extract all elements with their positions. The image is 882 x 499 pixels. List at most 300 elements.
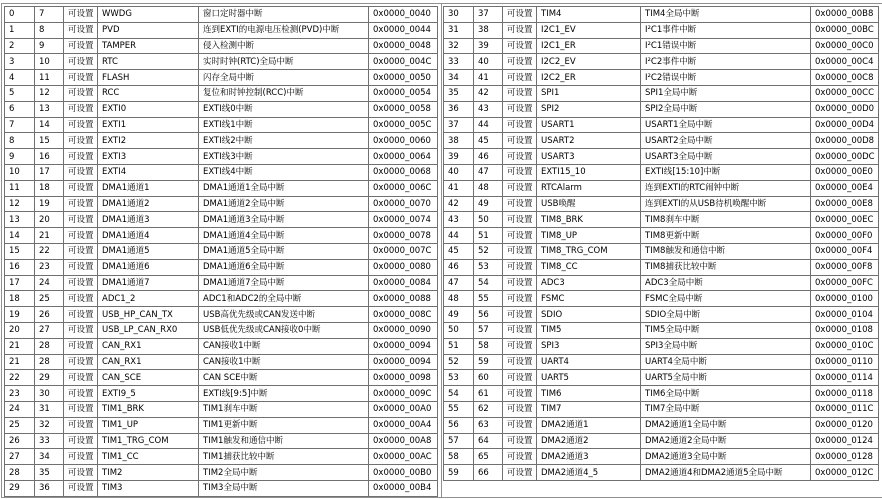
priority-cell: 20 [35, 212, 64, 228]
priority-type-cell: 可设置 [64, 149, 98, 165]
position-cell: 21 [5, 338, 35, 354]
description-cell: TIM8刹车中断 [641, 212, 811, 228]
address-cell: 0x0000_012C [811, 465, 879, 481]
name-cell: DMA1通道3 [98, 212, 199, 228]
position-cell: 20 [5, 322, 35, 338]
table-row [444, 449, 879, 465]
position-cell: 23 [5, 386, 35, 402]
description-cell: DMA1通道1全局中断 [199, 180, 369, 196]
position-cell: 32 [444, 38, 474, 54]
position-cell: 7 [5, 117, 35, 133]
name-cell: SPI3 [537, 338, 641, 354]
description-cell: 连到EXTI的RTC闹钟中断 [641, 180, 811, 196]
priority-type-cell: 可设置 [503, 228, 537, 244]
priority-cell: 60 [474, 370, 503, 386]
priority-cell: 7 [35, 7, 64, 23]
position-cell: 22 [5, 370, 35, 386]
address-cell: 0x0000_0054 [369, 85, 438, 101]
priority-cell: 49 [474, 196, 503, 212]
table-row [444, 101, 879, 117]
description-cell: 复位和时钟控制(RCC)中断 [199, 85, 369, 101]
table-row [5, 370, 438, 386]
address-cell: 0x0000_0064 [369, 149, 438, 165]
position-cell: 29 [5, 480, 35, 496]
table-row [444, 338, 879, 354]
priority-cell: 46 [474, 149, 503, 165]
position-cell: 39 [444, 149, 474, 165]
address-cell: 0x0000_004C [369, 54, 438, 70]
position-cell: 27 [5, 449, 35, 465]
priority-type-cell: 可设置 [503, 54, 537, 70]
table-row [444, 386, 879, 402]
priority-cell: 25 [35, 291, 64, 307]
priority-type-cell: 可设置 [503, 243, 537, 259]
name-cell: WWDG [98, 7, 199, 23]
position-cell: 4 [5, 70, 35, 86]
description-cell: ADC3全局中断 [641, 275, 811, 291]
name-cell: EXTI15_10 [537, 164, 641, 180]
priority-type-cell: 可设置 [64, 117, 98, 133]
description-cell: USART3全局中断 [641, 149, 811, 165]
priority-cell: 47 [474, 164, 503, 180]
position-cell: 46 [444, 259, 474, 275]
description-cell: TIM3全局中断 [199, 480, 369, 496]
priority-type-cell: 可设置 [64, 243, 98, 259]
position-cell: 43 [444, 212, 474, 228]
address-cell: 0x0000_00E0 [811, 164, 879, 180]
description-cell: DMA1通道5全局中断 [199, 243, 369, 259]
description-cell: CAN接收1中断 [199, 354, 369, 370]
priority-type-cell: 可设置 [503, 7, 537, 23]
priority-type-cell: 可设置 [64, 354, 98, 370]
priority-cell: 31 [35, 401, 64, 417]
vector-table-left [4, 6, 438, 497]
address-cell: 0x0000_00C0 [811, 38, 879, 54]
position-cell: 6 [5, 101, 35, 117]
address-cell: 0x0000_00D0 [811, 101, 879, 117]
priority-cell: 29 [35, 370, 64, 386]
priority-type-cell: 可设置 [64, 417, 98, 433]
priority-type-cell: 可设置 [64, 322, 98, 338]
table-row [444, 228, 879, 244]
name-cell: EXTI4 [98, 164, 199, 180]
priority-cell: 63 [474, 417, 503, 433]
priority-type-cell: 可设置 [64, 70, 98, 86]
priority-type-cell: 可设置 [503, 196, 537, 212]
vector-table-right [443, 6, 879, 481]
priority-type-cell: 可设置 [64, 338, 98, 354]
description-cell: USB高优先级或CAN发送中断 [199, 307, 369, 323]
table-row [5, 196, 438, 212]
position-cell: 47 [444, 275, 474, 291]
name-cell: TIM8_TRG_COM [537, 243, 641, 259]
priority-type-cell: 可设置 [64, 401, 98, 417]
description-cell: I²C2错误中断 [641, 70, 811, 86]
name-cell: CAN_RX1 [98, 354, 199, 370]
priority-type-cell: 可设置 [64, 307, 98, 323]
position-cell: 45 [444, 243, 474, 259]
name-cell: ADC1_2 [98, 291, 199, 307]
priority-cell: 41 [474, 70, 503, 86]
name-cell: USB_HP_CAN_TX [98, 307, 199, 323]
description-cell: 实时时钟(RTC)全局中断 [199, 54, 369, 70]
name-cell: TIM1_BRK [98, 401, 199, 417]
description-cell: USB低优先级或CAN接收0中断 [199, 322, 369, 338]
name-cell: DMA1通道4 [98, 228, 199, 244]
priority-cell: 43 [474, 101, 503, 117]
table-row [444, 22, 879, 38]
priority-cell: 28 [35, 338, 64, 354]
address-cell: 0x0000_008C [369, 307, 438, 323]
name-cell: EXTI3 [98, 149, 199, 165]
table-row [444, 212, 879, 228]
priority-type-cell: 可设置 [64, 180, 98, 196]
name-cell: USART3 [537, 149, 641, 165]
name-cell: EXTI1 [98, 117, 199, 133]
table-row [444, 275, 879, 291]
description-cell: 闪存全局中断 [199, 70, 369, 86]
priority-cell: 48 [474, 180, 503, 196]
priority-type-cell: 可设置 [503, 85, 537, 101]
description-cell: DMA2通道4和DMA2通道5全局中断 [641, 465, 811, 481]
name-cell: TIM7 [537, 401, 641, 417]
name-cell: CAN_RX1 [98, 338, 199, 354]
table-row [5, 38, 438, 54]
table-row [444, 322, 879, 338]
name-cell: RTC [98, 54, 199, 70]
address-cell: 0x0000_00D4 [811, 117, 879, 133]
address-cell: 0x0000_0110 [811, 354, 879, 370]
table-row [444, 7, 879, 23]
priority-cell: 55 [474, 291, 503, 307]
priority-type-cell: 可设置 [64, 228, 98, 244]
name-cell: TIM1_CC [98, 449, 199, 465]
description-cell: SPI1全局中断 [641, 85, 811, 101]
address-cell: 0x0000_00C4 [811, 54, 879, 70]
priority-type-cell: 可设置 [64, 85, 98, 101]
table-row [5, 117, 438, 133]
priority-cell: 18 [35, 180, 64, 196]
priority-type-cell: 可设置 [503, 338, 537, 354]
priority-cell: 15 [35, 133, 64, 149]
table-row [444, 243, 879, 259]
priority-cell: 38 [474, 22, 503, 38]
priority-type-cell: 可设置 [503, 449, 537, 465]
description-cell: TIM1捕获比较中断 [199, 449, 369, 465]
priority-cell: 13 [35, 101, 64, 117]
name-cell: RCC [98, 85, 199, 101]
table-row [5, 322, 438, 338]
priority-type-cell: 可设置 [503, 101, 537, 117]
table-row [444, 54, 879, 70]
description-cell: FSMC全局中断 [641, 291, 811, 307]
position-cell: 52 [444, 354, 474, 370]
table-row [5, 449, 438, 465]
position-cell: 18 [5, 291, 35, 307]
priority-type-cell: 可设置 [503, 370, 537, 386]
name-cell: DMA1通道5 [98, 243, 199, 259]
position-cell: 55 [444, 401, 474, 417]
name-cell: CAN_SCE [98, 370, 199, 386]
priority-type-cell: 可设置 [64, 212, 98, 228]
table-row [444, 291, 879, 307]
priority-cell: 36 [35, 480, 64, 496]
address-cell: 0x0000_0098 [369, 370, 438, 386]
description-cell: ADC1和ADC2的全局中断 [199, 291, 369, 307]
name-cell: DMA2通道4_5 [537, 465, 641, 481]
table-row [5, 149, 438, 165]
priority-type-cell: 可设置 [503, 259, 537, 275]
priority-type-cell: 可设置 [503, 291, 537, 307]
priority-type-cell: 可设置 [64, 291, 98, 307]
name-cell: TIM1_UP [98, 417, 199, 433]
priority-type-cell: 可设置 [64, 465, 98, 481]
address-cell: 0x0000_0050 [369, 70, 438, 86]
address-cell: 0x0000_00F0 [811, 228, 879, 244]
position-cell: 49 [444, 307, 474, 323]
description-cell: EXTI线1中断 [199, 117, 369, 133]
position-cell: 34 [444, 70, 474, 86]
priority-type-cell: 可设置 [503, 354, 537, 370]
position-cell: 35 [444, 85, 474, 101]
priority-type-cell: 可设置 [503, 38, 537, 54]
address-cell: 0x0000_00B4 [369, 480, 438, 496]
position-cell: 36 [444, 101, 474, 117]
name-cell: DMA1通道1 [98, 180, 199, 196]
position-cell: 8 [5, 133, 35, 149]
description-cell: I²C1错误中断 [641, 38, 811, 54]
priority-cell: 57 [474, 322, 503, 338]
position-cell: 2 [5, 38, 35, 54]
position-cell: 24 [5, 401, 35, 417]
position-cell: 15 [5, 243, 35, 259]
priority-cell: 50 [474, 212, 503, 228]
description-cell: DMA1通道4全局中断 [199, 228, 369, 244]
description-cell: EXTI线[15:10]中断 [641, 164, 811, 180]
address-cell: 0x0000_0104 [811, 307, 879, 323]
priority-cell: 56 [474, 307, 503, 323]
table-row [444, 38, 879, 54]
position-cell: 14 [5, 228, 35, 244]
table-row [5, 275, 438, 291]
priority-type-cell: 可设置 [64, 54, 98, 70]
priority-type-cell: 可设置 [503, 164, 537, 180]
table-row [5, 386, 438, 402]
description-cell: TIM8捕获比较中断 [641, 259, 811, 275]
address-cell: 0x0000_009C [369, 386, 438, 402]
priority-type-cell: 可设置 [503, 433, 537, 449]
address-cell: 0x0000_00F8 [811, 259, 879, 275]
table-row [444, 149, 879, 165]
position-cell: 9 [5, 149, 35, 165]
priority-type-cell: 可设置 [503, 417, 537, 433]
priority-cell: 8 [35, 22, 64, 38]
address-cell: 0x0000_00AC [369, 449, 438, 465]
table-row [444, 164, 879, 180]
address-cell: 0x0000_0114 [811, 370, 879, 386]
address-cell: 0x0000_00C8 [811, 70, 879, 86]
priority-type-cell: 可设置 [503, 275, 537, 291]
description-cell: TIM8更新中断 [641, 228, 811, 244]
priority-cell: 37 [474, 7, 503, 23]
priority-type-cell: 可设置 [503, 401, 537, 417]
table-row [5, 338, 438, 354]
table-row [444, 354, 879, 370]
position-cell: 12 [5, 196, 35, 212]
name-cell: USB_LP_CAN_RX0 [98, 322, 199, 338]
name-cell: TIM8_UP [537, 228, 641, 244]
priority-type-cell: 可设置 [64, 480, 98, 496]
name-cell: DMA1通道7 [98, 275, 199, 291]
table-row [5, 307, 438, 323]
table-row [444, 307, 879, 323]
description-cell: TIM5全局中断 [641, 322, 811, 338]
priority-cell: 22 [35, 243, 64, 259]
table-row [444, 417, 879, 433]
description-cell: UART4全局中断 [641, 354, 811, 370]
priority-cell: 39 [474, 38, 503, 54]
address-cell: 0x0000_006C [369, 180, 438, 196]
description-cell: USART1全局中断 [641, 117, 811, 133]
description-cell: DMA1通道7全局中断 [199, 275, 369, 291]
table-row [5, 7, 438, 23]
description-cell: TIM4全局中断 [641, 7, 811, 23]
priority-cell: 40 [474, 54, 503, 70]
priority-cell: 62 [474, 401, 503, 417]
name-cell: SDIO [537, 307, 641, 323]
priority-cell: 45 [474, 133, 503, 149]
priority-type-cell: 可设置 [503, 322, 537, 338]
priority-cell: 44 [474, 117, 503, 133]
name-cell: DMA1通道6 [98, 259, 199, 275]
position-cell: 53 [444, 370, 474, 386]
name-cell: DMA2通道1 [537, 417, 641, 433]
table-row [5, 465, 438, 481]
name-cell: TIM2 [98, 465, 199, 481]
position-cell: 38 [444, 133, 474, 149]
table-row [5, 243, 438, 259]
name-cell: TIM8_BRK [537, 212, 641, 228]
priority-cell: 12 [35, 85, 64, 101]
priority-type-cell: 可设置 [503, 386, 537, 402]
description-cell: SDIO全局中断 [641, 307, 811, 323]
position-cell: 16 [5, 259, 35, 275]
priority-cell: 66 [474, 465, 503, 481]
position-cell: 13 [5, 212, 35, 228]
description-cell: EXTI线0中断 [199, 101, 369, 117]
position-cell: 42 [444, 196, 474, 212]
name-cell: DMA2通道2 [537, 433, 641, 449]
priority-cell: 21 [35, 228, 64, 244]
priority-type-cell: 可设置 [503, 117, 537, 133]
address-cell: 0x0000_0044 [369, 22, 438, 38]
description-cell: TIM7全局中断 [641, 401, 811, 417]
position-cell: 26 [5, 433, 35, 449]
name-cell: TIM4 [537, 7, 641, 23]
priority-type-cell: 可设置 [64, 38, 98, 54]
address-cell: 0x0000_00E8 [811, 196, 879, 212]
priority-cell: 65 [474, 449, 503, 465]
table-row [5, 180, 438, 196]
table-row [444, 370, 879, 386]
table-row [444, 85, 879, 101]
description-cell: DMA2通道3全局中断 [641, 449, 811, 465]
address-cell: 0x0000_0090 [369, 322, 438, 338]
description-cell: DMA1通道3全局中断 [199, 212, 369, 228]
table-row [444, 117, 879, 133]
priority-type-cell: 可设置 [503, 180, 537, 196]
table-row [5, 85, 438, 101]
description-cell: DMA1通道2全局中断 [199, 196, 369, 212]
position-cell: 0 [5, 7, 35, 23]
address-cell: 0x0000_0060 [369, 133, 438, 149]
table-row [444, 133, 879, 149]
name-cell: I2C1_EV [537, 22, 641, 38]
table-row [5, 228, 438, 244]
table-row [5, 133, 438, 149]
description-cell: TIM6全局中断 [641, 386, 811, 402]
address-cell: 0x0000_0084 [369, 275, 438, 291]
table-row [444, 433, 879, 449]
name-cell: TAMPER [98, 38, 199, 54]
address-cell: 0x0000_005C [369, 117, 438, 133]
description-cell: UART5全局中断 [641, 370, 811, 386]
name-cell: ADC3 [537, 275, 641, 291]
description-cell: 侵入检测中断 [199, 38, 369, 54]
table-row [5, 480, 438, 496]
description-cell: EXTI线[9:5]中断 [199, 386, 369, 402]
address-cell: 0x0000_0124 [811, 433, 879, 449]
name-cell: TIM1_TRG_COM [98, 433, 199, 449]
priority-type-cell: 可设置 [503, 133, 537, 149]
address-cell: 0x0000_00A4 [369, 417, 438, 433]
address-cell: 0x0000_00FC [811, 275, 879, 291]
address-cell: 0x0000_0094 [369, 354, 438, 370]
name-cell: USART1 [537, 117, 641, 133]
priority-type-cell: 可设置 [503, 22, 537, 38]
priority-cell: 28 [35, 354, 64, 370]
priority-cell: 35 [35, 465, 64, 481]
table-row [5, 417, 438, 433]
address-cell: 0x0000_0048 [369, 38, 438, 54]
table-row [444, 259, 879, 275]
priority-type-cell: 可设置 [64, 259, 98, 275]
description-cell: DMA2通道2全局中断 [641, 433, 811, 449]
description-cell: EXTI线4中断 [199, 164, 369, 180]
name-cell: USB唤醒 [537, 196, 641, 212]
name-cell: FSMC [537, 291, 641, 307]
position-cell: 41 [444, 180, 474, 196]
name-cell: PVD [98, 22, 199, 38]
address-cell: 0x0000_0058 [369, 101, 438, 117]
table-row [444, 465, 879, 481]
position-cell: 17 [5, 275, 35, 291]
table-row [5, 354, 438, 370]
address-cell: 0x0000_010C [811, 338, 879, 354]
description-cell: TIM1更新中断 [199, 417, 369, 433]
priority-type-cell: 可设置 [64, 370, 98, 386]
name-cell: TIM8_CC [537, 259, 641, 275]
table-row [5, 164, 438, 180]
priority-cell: 30 [35, 386, 64, 402]
table-row [5, 101, 438, 117]
address-cell: 0x0000_0108 [811, 322, 879, 338]
table-row [444, 196, 879, 212]
position-cell: 11 [5, 180, 35, 196]
priority-cell: 24 [35, 275, 64, 291]
address-cell: 0x0000_00F4 [811, 243, 879, 259]
table-row [444, 70, 879, 86]
